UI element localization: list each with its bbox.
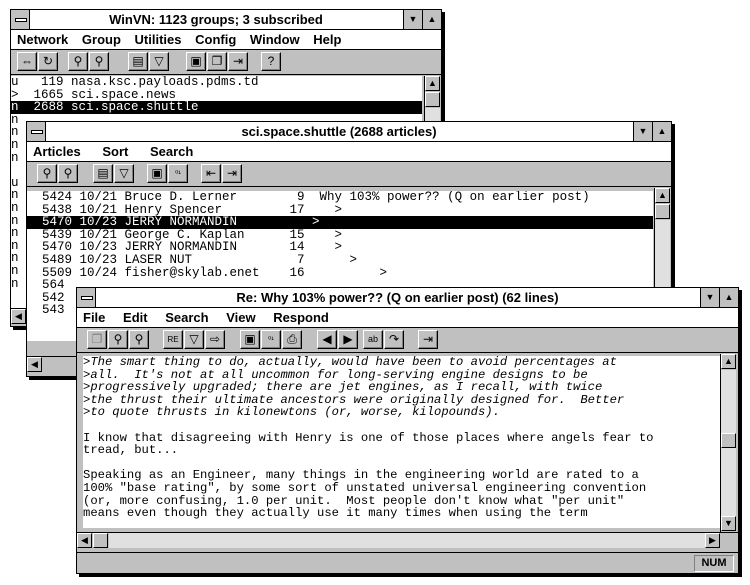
message-window [76,287,739,574]
table-row[interactable]: 5424 10/21 Bruce D. Lerner 9 Why 103% power?? (Q on earlier post) [27,191,590,204]
search-next-icon[interactable]: ⚲ [89,52,109,71]
menu-config[interactable]: Config [195,32,237,47]
list-item[interactable]: n [11,226,19,241]
help-icon[interactable]: ? [261,52,281,71]
group-titlebar[interactable] [27,122,671,142]
exit-group-icon[interactable]: ⇤ [201,164,221,183]
list-item[interactable]: n [11,137,19,152]
menu-articles[interactable]: Articles [33,144,81,159]
message-titlebar[interactable] [77,288,738,308]
table-row[interactable]: 543 [27,303,65,318]
menu-file[interactable]: File [83,310,106,325]
list-item[interactable]: n [11,213,19,228]
maximize-button[interactable]: ▲ [719,288,738,307]
table-row[interactable]: 5438 10/21 Henry Spencer 17 > [27,202,343,217]
body-line: I know that disagreeing with Henry is one of those places where angels fear to [83,430,654,445]
list-item[interactable]: n [11,200,19,215]
system-menu-icon[interactable] [27,122,46,141]
rotate-icon[interactable]: ↷ [384,330,404,349]
scroll-track[interactable] [109,533,705,548]
list-item[interactable]: n [11,276,19,291]
message-body[interactable] [83,356,720,528]
copy-icon[interactable]: ❐ [207,52,227,71]
body-line [83,419,720,432]
search-next-icon[interactable]: ⚲ [58,164,78,183]
menu-edit[interactable]: Edit [123,310,148,325]
table-row[interactable]: 5509 10/24 fisher@skylab.enet 16 > [27,265,388,280]
quoted-line: >all. It's not at all uncommon for long-serving engine designs to be [83,367,588,382]
window-title: WinVN: 1123 groups; 3 subscribed [109,12,323,27]
print-icon[interactable]: ⎙ [282,330,302,349]
filter-icon[interactable]: ▽ [184,330,204,349]
scroll-up-icon[interactable]: ▲ [425,76,440,91]
menu-help[interactable]: Help [313,32,342,47]
num-lock-indicator: NUM [694,555,734,572]
message-toolbar [77,328,738,353]
decode-icon[interactable]: ⁰¹ [261,330,281,349]
list-item[interactable]: u [11,175,19,190]
prev-icon[interactable]: ◀ [317,330,337,349]
scroll-up-icon[interactable]: ▲ [721,354,736,369]
message-menubar [77,308,738,328]
message-scrollbar[interactable] [720,354,737,532]
list-item[interactable]: n [11,188,19,203]
list-item[interactable]: n [11,125,19,140]
minimize-button[interactable]: ▼ [403,10,422,29]
scroll-right-icon[interactable]: ▶ [705,533,720,548]
article-icon[interactable]: ▤ [128,52,148,71]
scroll-left-icon[interactable]: ◀ [11,309,26,324]
exit-icon[interactable]: ⇥ [418,330,438,349]
body-line: tread, but... [83,443,179,458]
copy-icon[interactable]: ❐ [87,330,107,349]
minimize-button[interactable]: ▼ [700,288,719,307]
maximize-button[interactable]: ▲ [652,122,671,141]
reply-icon[interactable]: RE [163,330,183,349]
system-menu-icon[interactable] [77,288,96,307]
quoted-line: >progressively upgraded; there are jet engines, as I recall, with twice [83,380,603,395]
menu-search[interactable]: Search [165,310,209,325]
list-item[interactable]: > 1665 sci.space.news [11,87,177,102]
connect-icon[interactable]: ⇔ [17,52,37,71]
search-next-icon[interactable]: ⚲ [129,330,149,349]
list-item[interactable]: n [11,263,19,278]
winvn-menubar [11,30,441,50]
filter-icon[interactable]: ▽ [149,52,169,71]
exit-icon[interactable]: ⇥ [222,164,242,183]
menu-network[interactable]: Network [17,32,69,47]
menu-respond[interactable]: Respond [273,310,329,325]
menu-group[interactable]: Group [81,32,121,47]
search-icon[interactable]: ⚲ [68,52,88,71]
scroll-left-icon[interactable]: ◀ [27,357,42,372]
table-row[interactable]: 564 [27,278,65,293]
table-row[interactable]: 5439 10/21 George C. Kaplan 15 > [27,227,343,242]
search-icon[interactable]: ⚲ [108,330,128,349]
system-menu-icon[interactable] [11,10,30,29]
group-toolbar [27,162,671,187]
scroll-thumb[interactable] [93,533,108,548]
group-menubar [27,142,671,162]
body-line: 100% "base rating", by some sort of unstated universal engineering convention [83,480,647,495]
status-bar [77,552,738,573]
article-icon[interactable]: ▤ [93,164,113,183]
winvn-titlebar[interactable] [11,10,441,30]
body-line: (or, more confusing, 1.0 per unit. Most people don't know what "per unit" [83,493,625,508]
scroll-thumb[interactable] [721,433,736,448]
scroll-up-icon[interactable]: ▲ [655,188,670,203]
save-icon[interactable]: ▣ [147,164,167,183]
decode-icon[interactable]: ⁰¹ [168,164,188,183]
body-line: Speaking as an Engineer, many things in the engineering world are rated to a [83,468,639,483]
list-item[interactable]: n 2688 sci.space.shuttle [11,101,422,114]
scroll-down-icon[interactable]: ▼ [721,516,736,531]
save-icon[interactable]: ▣ [186,52,206,71]
scroll-thumb[interactable] [425,92,440,107]
winvn-toolbar [11,50,441,75]
table-row[interactable]: 5470 10/23 JERRY NORMANDIN 14 > [27,240,343,255]
menu-sort[interactable]: Sort [102,144,129,159]
minimize-button[interactable]: ▼ [633,122,652,141]
list-item[interactable]: u 119 nasa.ksc.payloads.pdms.td [11,76,259,89]
next-icon[interactable]: ▶ [338,330,358,349]
save-icon[interactable]: ▣ [240,330,260,349]
table-row[interactable]: 5489 10/23 LASER NUT 7 > [27,252,358,267]
list-item[interactable]: n [11,150,19,165]
quoted-line: >to quote thrusts in kilonewtons (or, worse, kilopounds). [83,405,500,420]
body-line: means even though they actually use it many times when using the term [83,506,588,521]
exit-icon[interactable]: ⇥ [228,52,248,71]
menu-utilities[interactable]: Utilities [134,32,182,47]
list-item[interactable]: n [11,112,19,127]
menu-view[interactable]: View [226,310,256,325]
menu-window[interactable]: Window [249,32,300,47]
scroll-thumb[interactable] [655,204,670,219]
list-item[interactable]: n [11,238,19,253]
quoted-line: >the thrust their ultimate ancestors were originally designed for. Better [83,392,625,407]
menu-search[interactable]: Search [149,144,194,159]
message-hscrollbar[interactable] [77,532,738,549]
quoted-line: >The smart thing to do, actually, would have been to avoid percentages at [83,356,617,369]
maximize-button[interactable]: ▲ [422,10,441,29]
window-title: Re: Why 103% power?? (Q on earlier post) (62 lines) [236,290,559,305]
table-row[interactable]: 5470 10/23 JERRY NORMANDIN > [27,216,653,229]
table-row[interactable]: 542 [27,290,65,305]
scroll-left-icon[interactable]: ◀ [77,533,92,548]
search-icon[interactable]: ⚲ [37,164,57,183]
forward-icon[interactable]: ⇨ [205,330,225,349]
refresh-icon[interactable]: ↻ [38,52,58,71]
filter-icon[interactable]: ▽ [114,164,134,183]
window-title: sci.space.shuttle (2688 articles) [241,124,437,139]
list-item[interactable]: n [11,251,19,266]
rot13-icon[interactable]: ab [363,330,383,349]
